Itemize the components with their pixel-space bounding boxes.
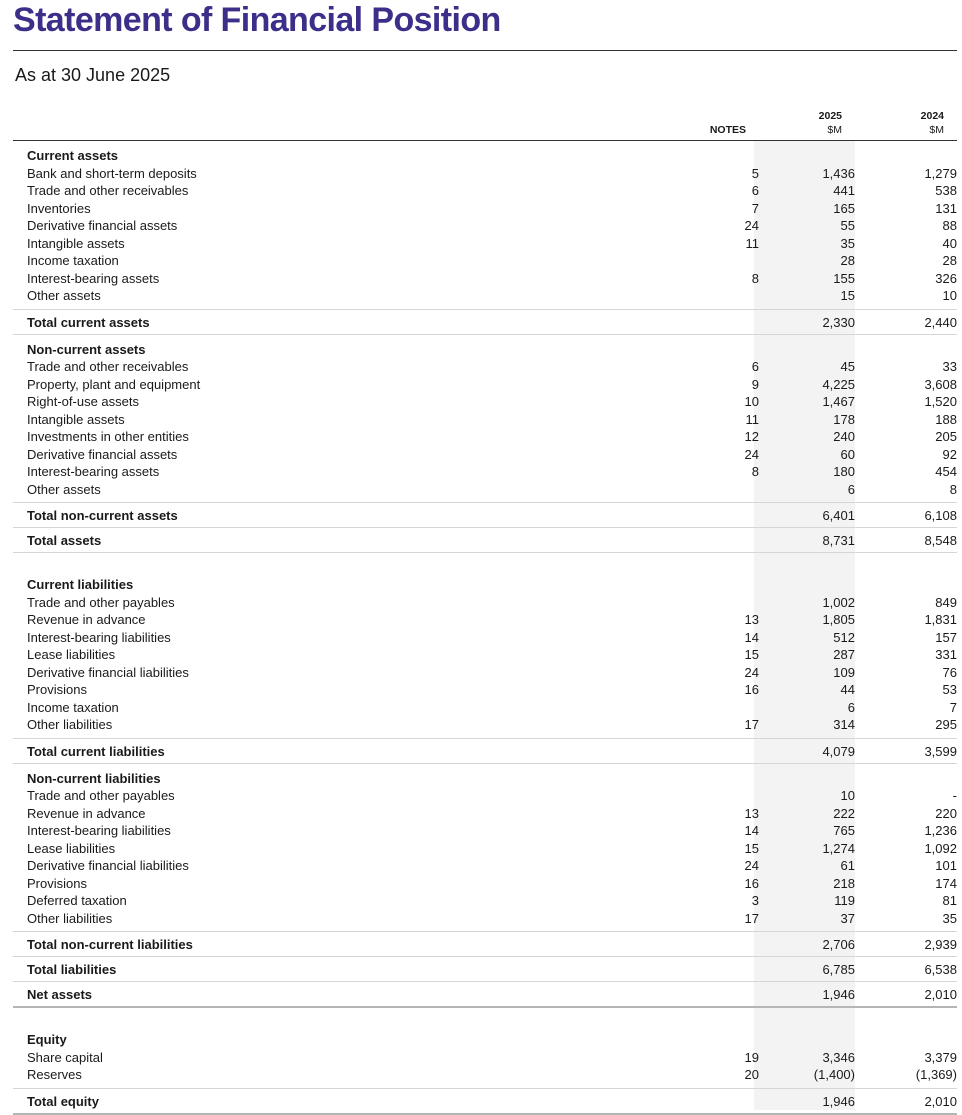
note-reference: 20: [744, 1067, 759, 1082]
value-2025: 222: [833, 805, 855, 821]
value-2025: 1,805: [822, 612, 855, 627]
line-item-row: [13, 270, 957, 288]
total-liabilities-row: [13, 956, 957, 982]
title-divider: [13, 50, 957, 51]
line-item-row: [13, 165, 957, 183]
value-2024: 331: [935, 647, 957, 662]
line-item-label: Trade and other receivables: [27, 359, 189, 374]
total-label: Total current liabilities: [27, 743, 165, 759]
line-item-row: [13, 910, 957, 928]
value-2025: 1,274: [822, 840, 855, 856]
section-heading-label: Non-current assets: [27, 341, 146, 357]
equity-total-row: [13, 1088, 957, 1115]
value-2025: 1,436: [822, 165, 855, 181]
value-2024: 538: [935, 183, 957, 198]
total-value-2024: 6,108: [924, 508, 957, 523]
total-value-2024: 2,939: [924, 937, 957, 952]
line-item-row: [13, 857, 957, 875]
value-2024: 295: [935, 717, 957, 732]
value-2025: 441: [833, 183, 855, 198]
note-reference: 3: [751, 893, 759, 908]
value-2024: 849: [935, 594, 957, 610]
total-value-2025: 1,946: [822, 1093, 855, 1109]
line-item-row: [13, 287, 957, 305]
total-label: Total assets: [27, 533, 102, 548]
line-item-label: Provisions: [27, 682, 87, 697]
line-item-row: [13, 664, 957, 682]
note-reference: 10: [744, 394, 759, 409]
section-heading-label: Equity: [27, 1032, 67, 1047]
value-2025: 218: [833, 875, 855, 891]
note-reference: 16: [744, 875, 759, 891]
note-reference: 14: [744, 823, 759, 838]
line-item-label: Interest-bearing assets: [27, 464, 160, 479]
line-item-label: Lease liabilities: [27, 647, 116, 662]
note-reference: 17: [744, 717, 759, 732]
total-value-2024: 2,010: [924, 1093, 957, 1109]
line-item-row: [13, 200, 957, 218]
line-item-label: Other liabilities: [27, 717, 113, 732]
note-reference: 6: [751, 359, 759, 374]
line-item-row: [13, 393, 957, 411]
net-assets-row: [13, 981, 957, 1008]
current-assets-total-row: [13, 309, 957, 335]
line-item-row: [13, 892, 957, 910]
total-value-2024: 8,548: [924, 533, 957, 548]
note-reference: 13: [744, 612, 759, 627]
value-2025: 10: [840, 788, 855, 803]
line-item-label: Revenue in advance: [27, 805, 146, 821]
line-item-label: Bank and short-term deposits: [27, 165, 197, 181]
value-2024: 220: [935, 805, 957, 821]
value-2025: 28: [840, 253, 855, 268]
note-reference: 11: [745, 411, 759, 427]
value-2025: 109: [833, 664, 855, 680]
value-2024: 454: [935, 464, 957, 479]
note-reference: 24: [744, 858, 759, 873]
section-heading: [13, 770, 957, 788]
line-item-label: Derivative financial liabilities: [27, 664, 189, 680]
line-item-row: [13, 1066, 957, 1084]
line-item-label: Other liabilities: [27, 910, 113, 926]
note-reference: 19: [744, 1049, 759, 1065]
value-2025: 314: [833, 717, 855, 732]
line-item-label: Provisions: [27, 875, 87, 891]
line-item-label: Interest-bearing assets: [27, 270, 160, 286]
notes-column-header: NOTES: [709, 124, 746, 136]
total-label: Total equity: [27, 1093, 99, 1109]
value-2025: 1,002: [822, 594, 855, 610]
current-assets-section: [13, 141, 957, 308]
value-2025: 15: [840, 288, 855, 303]
line-item-row: [13, 358, 957, 376]
line-item-row: [13, 822, 957, 840]
line-item-label: Trade and other receivables: [27, 183, 189, 198]
value-2025: 44: [840, 682, 855, 697]
value-2024: 101: [935, 858, 957, 873]
total-value-2024: 3,599: [924, 743, 957, 759]
non-current-liabilities-total-row: [13, 931, 957, 957]
value-2025: 165: [833, 200, 855, 216]
value-2025: 765: [833, 823, 855, 838]
value-2025: 37: [840, 910, 855, 926]
value-2025: 155: [833, 270, 855, 286]
line-item-row: [13, 252, 957, 270]
total-value-2025: 2,706: [822, 937, 855, 952]
total-label: Total current assets: [27, 314, 150, 330]
value-2024: 326: [935, 270, 957, 286]
value-2024: 81: [942, 893, 957, 908]
line-item-row: [13, 840, 957, 858]
value-2024: 7: [949, 699, 957, 715]
note-reference: 14: [744, 629, 759, 645]
non-current-assets-section: [13, 335, 957, 502]
section-heading: [13, 341, 957, 359]
line-item-row: [13, 716, 957, 734]
line-item-row: [13, 805, 957, 823]
line-item-row: [13, 182, 957, 200]
note-reference: 24: [744, 218, 759, 233]
value-2024: 157: [935, 629, 957, 645]
line-item-label: Intangible assets: [27, 411, 125, 427]
value-2024: 174: [935, 875, 957, 891]
value-2025: 6: [847, 699, 855, 715]
value-2025: 60: [840, 446, 855, 462]
total-label: Net assets: [27, 987, 93, 1002]
line-item-row: [13, 376, 957, 394]
value-2024: 3,608: [924, 376, 957, 392]
line-item-row: [13, 481, 957, 499]
total-value-2025: 4,079: [822, 743, 855, 759]
line-item-label: Income taxation: [27, 253, 119, 268]
line-item-label: Other assets: [27, 481, 101, 497]
value-2024: 8: [949, 481, 957, 497]
non-current-liabilities-section: [13, 764, 957, 931]
value-2024: 92: [942, 446, 957, 462]
line-item-label: Deferred taxation: [27, 893, 127, 908]
value-2024: 1,279: [924, 165, 957, 181]
line-item-label: Derivative financial liabilities: [27, 858, 189, 873]
line-item-label: Property, plant and equipment: [27, 376, 201, 392]
value-2024: 188: [935, 411, 957, 427]
line-item-label: Intangible assets: [27, 235, 125, 251]
page-title: Statement of Financial Position: [13, 1, 501, 39]
equity-section: [13, 1008, 957, 1087]
value-2025: 6: [847, 481, 855, 497]
note-reference: 17: [744, 910, 759, 926]
total-value-2025: 6,401: [822, 508, 855, 523]
note-reference: 12: [744, 429, 759, 444]
value-2025: 512: [833, 629, 855, 645]
note-reference: 9: [751, 376, 759, 392]
total-value-2024: 6,538: [924, 962, 957, 977]
line-item-label: Trade and other payables: [27, 594, 175, 610]
section-heading: [13, 576, 957, 594]
note-reference: 6: [751, 183, 759, 198]
value-2025: 4,225: [822, 376, 855, 392]
line-item-row: [13, 699, 957, 717]
current-liabilities-section: [13, 553, 957, 737]
note-reference: 8: [751, 270, 759, 286]
section-heading-label: Non-current liabilities: [27, 770, 161, 786]
value-2024: 40: [942, 235, 957, 251]
note-reference: 13: [744, 805, 759, 821]
line-item-label: Lease liabilities: [27, 840, 116, 856]
value-2024: 1,236: [924, 823, 957, 838]
line-item-label: Income taxation: [27, 699, 119, 715]
total-label: Total liabilities: [27, 962, 117, 977]
value-2025: 287: [833, 647, 855, 662]
line-item-row: [13, 681, 957, 699]
line-item-row: [13, 646, 957, 664]
value-2025: 119: [834, 893, 855, 908]
value-2024: 88: [942, 218, 957, 233]
line-item-label: Derivative financial assets: [27, 446, 178, 462]
line-item-label: Inventories: [27, 200, 91, 216]
year-2025-header: 2025: [818, 110, 842, 122]
section-heading: [13, 147, 957, 165]
line-item-label: Share capital: [27, 1049, 103, 1065]
note-reference: 7: [751, 200, 759, 216]
value-2024: -: [952, 788, 957, 803]
note-reference: 11: [745, 235, 759, 251]
total-assets-row: [13, 527, 957, 553]
line-item-label: Interest-bearing liabilities: [27, 629, 171, 645]
total-value-2024: 2,440: [924, 314, 957, 330]
value-2025: (1,400): [813, 1067, 855, 1082]
section-heading-label: Current liabilities: [27, 577, 134, 592]
value-2024: 35: [942, 910, 957, 926]
line-item-row: [13, 463, 957, 481]
note-reference: 5: [751, 165, 759, 181]
note-reference: 24: [744, 664, 759, 680]
line-item-label: Interest-bearing liabilities: [27, 823, 171, 838]
year-2024-header: 2024: [920, 110, 944, 122]
line-item-label: Derivative financial assets: [27, 218, 178, 233]
total-value-2025: 1,946: [822, 987, 855, 1002]
value-2025: 35: [840, 235, 855, 251]
note-reference: 15: [744, 647, 759, 662]
note-reference: 16: [744, 682, 759, 697]
total-value-2025: 8,731: [822, 533, 855, 548]
line-item-row: [13, 446, 957, 464]
line-item-label: Right-of-use assets: [27, 394, 139, 409]
total-value-2025: 2,330: [822, 314, 855, 330]
line-item-row: [13, 1049, 957, 1067]
total-label: Total non-current assets: [27, 508, 178, 523]
value-2025: 180: [833, 464, 855, 479]
value-2024: 28: [942, 253, 957, 268]
unit-2024-header: $M: [929, 124, 944, 136]
value-2025: 3,346: [822, 1049, 855, 1065]
value-2024: 3,379: [924, 1049, 957, 1065]
unit-2025-header: $M: [827, 124, 842, 136]
value-2025: 61: [840, 858, 855, 873]
total-value-2024: 2,010: [924, 987, 957, 1002]
line-item-row: [13, 875, 957, 893]
value-2024: 1,831: [924, 612, 957, 627]
value-2024: 10: [942, 288, 957, 303]
value-2025: 45: [840, 359, 855, 374]
line-item-label: Reserves: [27, 1067, 82, 1082]
line-item-row: [13, 611, 957, 629]
value-2024: 1,092: [924, 840, 957, 856]
current-liabilities-total-row: [13, 738, 957, 764]
line-item-label: Investments in other entities: [27, 429, 189, 444]
line-item-row: [13, 787, 957, 805]
value-2025: 240: [833, 429, 855, 444]
line-item-row: [13, 235, 957, 253]
value-2024: 53: [942, 682, 957, 697]
section-heading: [13, 1031, 957, 1049]
line-item-row: [13, 594, 957, 612]
note-reference: 8: [751, 464, 759, 479]
note-reference: 15: [744, 840, 759, 856]
line-item-label: Trade and other payables: [27, 788, 175, 803]
value-2024: 33: [942, 359, 957, 374]
value-2024: 1,520: [924, 394, 957, 409]
line-item-row: [13, 629, 957, 647]
value-2025: 1,467: [822, 394, 855, 409]
value-2024: 76: [942, 664, 957, 680]
line-item-row: [13, 411, 957, 429]
line-item-label: Revenue in advance: [27, 612, 146, 627]
total-label: Total non-current liabilities: [27, 937, 193, 952]
statement-date: As at 30 June 2025: [15, 65, 171, 85]
financial-statement-table: [13, 141, 957, 1115]
value-2024: 131: [935, 200, 957, 216]
line-item-row: [13, 217, 957, 235]
value-2025: 55: [840, 218, 855, 233]
line-item-row: [13, 428, 957, 446]
value-2024: 205: [935, 429, 957, 444]
note-reference: 24: [744, 446, 759, 462]
value-2024: (1,369): [915, 1067, 957, 1082]
total-value-2025: 6,785: [822, 962, 855, 977]
line-item-label: Other assets: [27, 288, 101, 303]
value-2025: 178: [833, 411, 855, 427]
section-heading-label: Current assets: [27, 148, 119, 163]
non-current-assets-total-row: [13, 502, 957, 528]
